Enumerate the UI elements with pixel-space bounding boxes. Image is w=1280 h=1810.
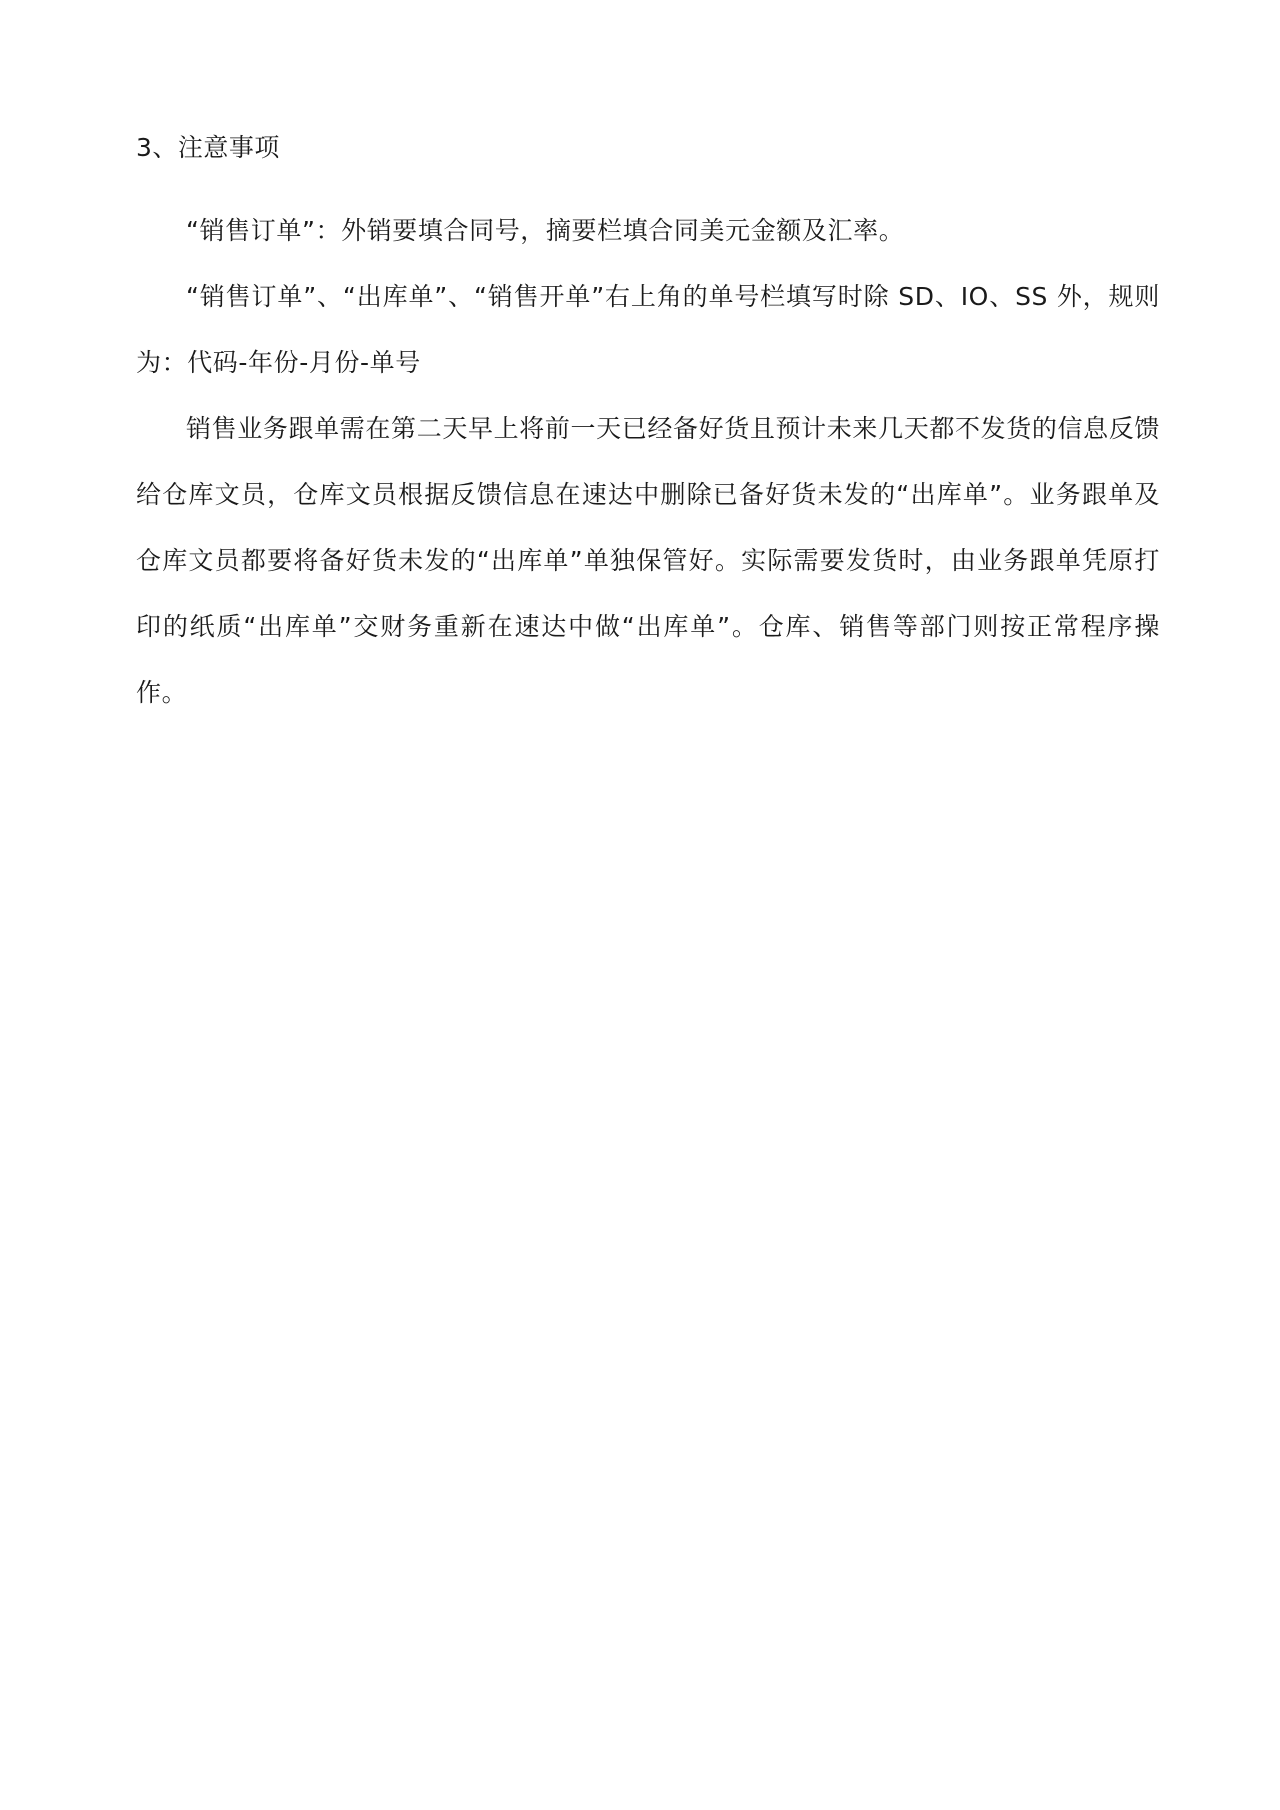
paragraph-sales-order-note: “销售订单”：外销要填合同号，摘要栏填合同美元金额及汇率。 xyxy=(186,216,905,245)
section-heading: 3、注意事项 xyxy=(136,133,280,162)
document-body xyxy=(136,128,1160,726)
paragraph-number-rule: “销售订单”、“出库单”、“销售开单”右上角的单号栏填写时除 SD、IO、SS 外，规则为：代码-年份-月份-单号 xyxy=(136,282,1160,377)
paragraph-followup-procedure: 销售业务跟单需在第二天早上将前一天已经备好货且预计未来几天都不发货的信息反馈给仓库文员，仓库文员根据反馈信息在速达中删除已备好货未发的“出库单”。业务跟单及仓库文员都要将备好货未发的“出库单”单独保管好。实际需要发货时，由业务跟单凭原打印的纸质“出库单”交财务重新在速达中做“出库单”。仓库、销售等部门则按正常程序操作。 xyxy=(136,414,1160,707)
